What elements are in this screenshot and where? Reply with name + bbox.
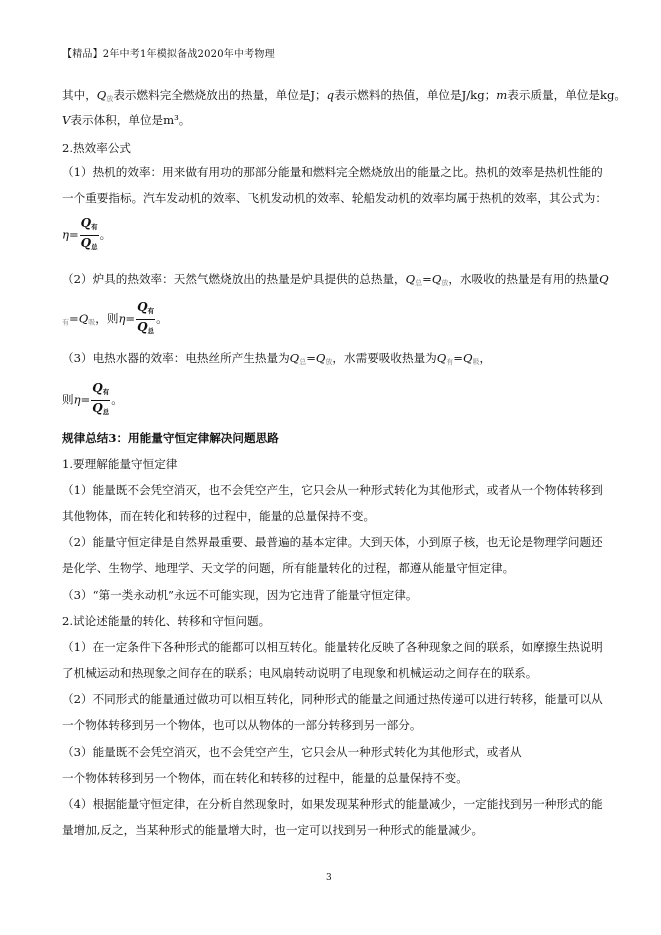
- paragraph-line: （3）“第一类永动机”永远不可能实现，因为它违背了能量守恒定律。: [62, 588, 418, 602]
- paragraph-line: 其他物体，而在转化和转移的过程中，能量的总量保持不变。: [62, 509, 376, 523]
- page-number: 3: [326, 873, 332, 883]
- subscript: 总: [91, 243, 98, 251]
- subsection-title-1: 1.要理解能量守恒定律: [62, 457, 178, 471]
- symbol-q: Q: [289, 351, 300, 365]
- heater-line-1: [62, 351, 491, 369]
- paragraph-line: （1）在一定条件下各种形式的能都可以相互转化。能量转化反映了各种现象之间的联系，如摩擦生热说明: [62, 640, 603, 654]
- subscript: 吸: [472, 358, 480, 366]
- eta-symbol: η=: [62, 227, 79, 242]
- subscript: 有: [62, 318, 69, 327]
- text: ，水吸收的热量是有用的热量: [448, 272, 600, 286]
- heater-formula: [62, 382, 123, 419]
- text: =: [69, 311, 79, 326]
- text: 表示燃料完全燃烧放出的热量，单位是J；: [113, 88, 327, 102]
- text: 。: [99, 227, 112, 242]
- symbol-q: Q: [96, 88, 107, 102]
- paragraph-line: （1）能量既不会凭空消灭，也不会凭空产生，它只会从一种形式转化为其他形式，或者从一个物体转移到: [62, 483, 603, 497]
- paragraph-line: （2）能量守恒定律是自然界最重要、最普遍的基本定律。大到天体，小到原子核，也无论是物理学问题还: [62, 535, 603, 549]
- denominator: Q: [80, 236, 92, 250]
- paragraph-line: 一个物体转移到另一个物体，而在转化和转移的过程中，能量的总量保持不变。: [62, 771, 468, 785]
- subsection-title-2: 2.试论述能量的转化、转移和守恒问题。: [62, 614, 271, 628]
- fraction: [91, 382, 110, 419]
- subscript: 总: [147, 327, 155, 335]
- paragraph-line: 是化学、生物学、地理学、天文学的问题，所有能量转化的过程，都遵从能量守恒定律。: [62, 561, 515, 575]
- definition-line-2: [62, 113, 190, 127]
- subscript: 总: [102, 408, 110, 416]
- text: 表示质量，单位是kg。: [507, 88, 627, 102]
- text: ，则: [95, 311, 119, 326]
- subscript: 有: [147, 307, 155, 315]
- section-title-efficiency: 2.热效率公式: [62, 141, 132, 155]
- subscript: 吸: [88, 318, 96, 327]
- paragraph-line: 了机械运动和热现象之间存在的联系；电风扇转动说明了电现象和机械运动之间存在的联系。: [62, 666, 538, 680]
- symbol-q: Q: [405, 272, 416, 286]
- eta-symbol: η=: [118, 311, 136, 326]
- text: 。: [156, 311, 168, 326]
- subscript: 放: [441, 279, 449, 287]
- denominator: Q: [92, 401, 103, 415]
- symbol-m: m: [496, 88, 508, 102]
- subscript: 有: [446, 358, 454, 366]
- symbol-q: Q: [315, 351, 326, 365]
- numerator: Q: [92, 381, 103, 395]
- text: =: [306, 351, 316, 365]
- paragraph-line: 量增加,反之，当某种形式的能量增大时，也一定可以找到另一种形式的能量减少。: [62, 823, 484, 837]
- stove-line-1: [62, 272, 609, 290]
- symbol-q-lower: q: [326, 88, 335, 102]
- text: =: [422, 272, 432, 286]
- text: ，水需要吸收热量为: [332, 351, 437, 365]
- definition-line-1: [62, 88, 626, 106]
- symbol-q: Q: [599, 272, 609, 286]
- rule-title: 规律总结3：用能量守恒定律解决问题思路: [62, 431, 279, 445]
- symbol-v: V: [62, 113, 71, 127]
- fraction: [136, 301, 155, 338]
- paragraph-line: 一个物体转移到另一个物体，也可以从物体的一部分转移到另一部分。: [62, 718, 422, 732]
- text: 则: [62, 392, 74, 407]
- text: 。: [111, 392, 123, 407]
- stove-formula: [62, 301, 168, 338]
- subscript: 放: [325, 358, 333, 366]
- symbol-q: Q: [431, 272, 442, 286]
- text: =: [453, 351, 464, 365]
- subscript: 总: [415, 279, 423, 287]
- symbol-q: Q: [463, 351, 473, 365]
- paragraph-line: （2）不同形式的能量通过做功可以相互转化，同种形式的能量之间通过热传递可以进行转移，能量可以从: [62, 692, 603, 706]
- paragraph-line: （3）能量既不会凭空消灭，也不会凭空产生，它只会从一种形式转化为其他形式，或者从: [62, 745, 522, 759]
- text: 表示燃料的热值，单位是J/kg；: [334, 88, 497, 102]
- fraction: [80, 217, 99, 254]
- text: 表示体积，单位是m³。: [70, 113, 191, 127]
- heat-engine-line-2: 一个重要指标。汽车发动机的效率、飞机发动机的效率、轮船发动机的效率均属于热机的效率，其公式为：: [62, 191, 607, 205]
- symbol-q: Q: [78, 311, 89, 326]
- text: ，: [479, 351, 492, 365]
- text: （3）电热水器的效率：电热丝所产生热量为: [62, 351, 290, 365]
- text: （2）炉具的热效率：天然气燃烧放出的热量是炉具提供的总热量，: [62, 272, 406, 286]
- heat-engine-line-1: （1）热机的效率：用来做有用功的那部分能量和燃料完全燃烧放出的能量之比。热机的效率是热机性能的: [62, 165, 603, 179]
- heat-engine-formula: [62, 217, 111, 254]
- subscript: 有: [102, 388, 110, 396]
- denominator: Q: [137, 320, 148, 334]
- numerator: Q: [80, 216, 92, 230]
- eta-symbol: η=: [73, 392, 91, 407]
- symbol-q: Q: [436, 351, 447, 365]
- text: 其中，: [62, 88, 97, 102]
- subscript: 有: [91, 223, 98, 231]
- page-header: 【精品】2年中考1年模拟备战2020年中考物理: [62, 49, 275, 60]
- numerator: Q: [137, 300, 148, 314]
- paragraph-line: （4）根据能量守恒定律，在分析自然现象时，如果发现某种形式的能量减少，一定能找到另一种形式的能: [62, 797, 603, 811]
- subscript: 放: [106, 95, 114, 103]
- subscript: 总: [299, 358, 307, 366]
